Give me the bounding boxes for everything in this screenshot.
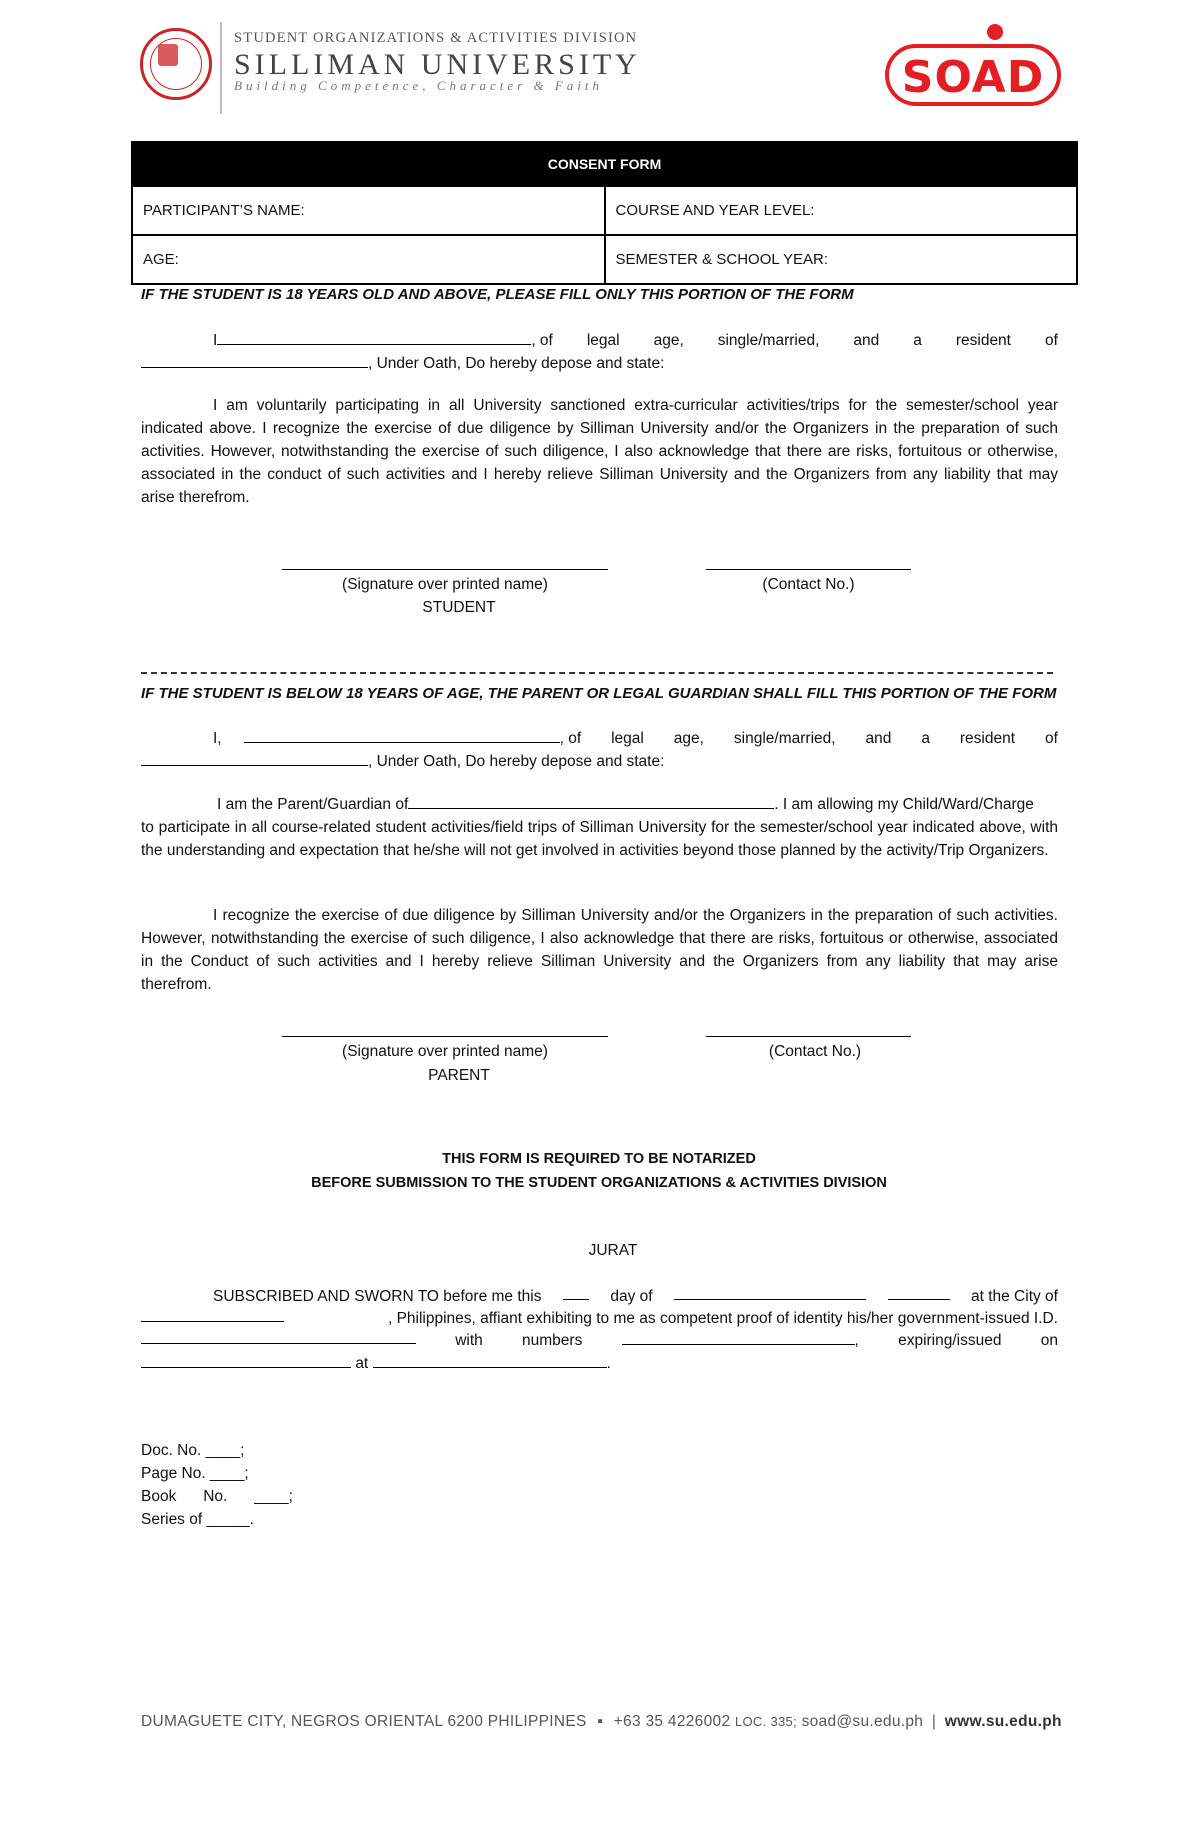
jurat-city-blank[interactable] xyxy=(141,1307,284,1322)
adult-consent-paragraph: I am voluntarily participating in all University sanctioned extra-curricular activities/trips for the semester/school year indicated above. I recognize the exercise of due diligence by Silliman University and/or the Organizers in the preparation of such activities. However, notwithstanding the exercise of such diligence, I also acknowledge that there are risks, fortuitous or otherwise, associated in the conduct of such activities and I hereby relieve Silliman University and the Organizers from any liability that may arise therefrom. xyxy=(141,397,1058,506)
jurat-line-1: SUBSCRIBED AND SWORN TO before me this day of at the City of xyxy=(141,1285,1058,1308)
university-seal-logo xyxy=(140,28,212,100)
info-table xyxy=(131,141,1078,285)
footer-phone: +63 35 4226002 xyxy=(613,1713,731,1730)
footer-address: DUMAGUETE CITY, NEGROS ORIENTAL 6200 PHILIPPINES xyxy=(141,1713,587,1730)
jurat-date-blank[interactable] xyxy=(141,1353,351,1368)
parent-signature-role: PARENT xyxy=(428,1067,490,1084)
participant-name-field[interactable]: PARTICIPANT’S NAME: xyxy=(132,186,605,235)
minor-residence-blank[interactable] xyxy=(141,751,368,766)
adult-contact-label: (Contact No.) xyxy=(762,576,855,593)
minor-name-blank[interactable] xyxy=(244,728,560,743)
parent-signature-label: (Signature over printed name) xyxy=(342,1043,548,1060)
page-footer xyxy=(141,1713,1062,1731)
jurat-line-3: with numbers , expiring/issued on xyxy=(141,1329,1058,1352)
minor-guardian-paragraph: I am the Parent/Guardian of . I am allowing my Child/Ward/Charge to participate in all course-related student activities/field trips of Silliman University for the semester/school year indicated above, with the understanding and expectation that he/she will not get involved in activities beyond those planned by the activity/Trip Organizers. xyxy=(141,793,1058,862)
notary-page-no: Page No. ____; xyxy=(141,1465,249,1482)
adult-contact-line[interactable] xyxy=(706,569,911,570)
parent-signature-line[interactable] xyxy=(282,1036,608,1037)
parent-contact-line[interactable] xyxy=(706,1036,911,1037)
jurat-place-blank[interactable] xyxy=(373,1353,607,1368)
jurat-day-blank[interactable] xyxy=(563,1285,589,1300)
university-tagline: Building Competence, Character & Faith xyxy=(234,78,603,93)
section-divider xyxy=(141,672,1053,674)
soad-logo-text: SOAD xyxy=(901,52,1045,103)
university-name: SILLIMAN UNIVERSITY xyxy=(234,48,641,81)
jurat-year-blank[interactable] xyxy=(888,1285,950,1300)
footer-email[interactable]: soad@su.edu.ph xyxy=(801,1713,924,1730)
minor-oath-line-2: , Under Oath, Do hereby depose and state: xyxy=(141,750,664,773)
notarize-notice-line-1: THIS FORM IS REQUIRED TO BE NOTARIZED xyxy=(442,1151,756,1167)
semester-field[interactable]: SEMESTER & SCHOOL YEAR: xyxy=(605,235,1078,284)
parent-contact-label: (Contact No.) xyxy=(768,1043,862,1060)
adult-signature-label: (Signature over printed name) xyxy=(342,576,548,593)
age-field[interactable]: AGE: xyxy=(132,235,605,284)
notarize-notice-line-2: BEFORE SUBMISSION TO THE STUDENT ORGANIZATIONS & ACTIVITIES DIVISION xyxy=(311,1175,887,1191)
header-divider xyxy=(220,22,222,114)
minor-section-heading: IF THE STUDENT IS BELOW 18 YEARS OF AGE, THE PARENT OR LEGAL GUARDIAN SHALL FILL THIS PORTION OF THE FORM xyxy=(141,685,1057,702)
footer-website[interactable]: www.su.edu.ph xyxy=(944,1713,1062,1730)
footer-bullet: ▪ xyxy=(597,1713,604,1730)
jurat-line-2: , Philippines, affiant exhibiting to me as competent proof of identity his/her government-issued I.D. xyxy=(141,1307,1058,1330)
course-year-field[interactable]: COURSE AND YEAR LEVEL: xyxy=(605,186,1078,235)
adult-signature-role: STUDENT xyxy=(422,599,496,616)
jurat-title: JURAT xyxy=(588,1242,638,1259)
adult-section-heading: IF THE STUDENT IS 18 YEARS OLD AND ABOVE, PLEASE FILL ONLY THIS PORTION OF THE FORM xyxy=(141,286,854,303)
minor-diligence-paragraph: I recognize the exercise of due diligence by Silliman University and/or the Organizers in the preparation of such activities. However, notwithstanding the exercise of such diligence, I also acknowledge that there are risks, fortuitous or otherwise, associated in the Conduct of such activities and I hereby relieve Silliman University and the Organizers from any liability that may arise therefrom. xyxy=(141,907,1058,993)
division-name: STUDENT ORGANIZATIONS & ACTIVITIES DIVISION xyxy=(234,30,638,46)
minor-oath-line-1: I, , of legal age, single/married, and a resident of xyxy=(141,727,1058,750)
adult-i-word: I , of xyxy=(213,332,553,349)
adult-oath-line-2: , Under Oath, Do hereby depose and state: xyxy=(141,352,664,375)
notary-series: Series of _____. xyxy=(141,1511,254,1528)
jurat-id-number-blank[interactable] xyxy=(622,1330,855,1345)
adult-residence-blank[interactable] xyxy=(141,353,368,368)
footer-separator: | xyxy=(931,1713,937,1730)
jurat-line-4: at . xyxy=(141,1352,611,1375)
adult-signature-line[interactable] xyxy=(282,569,608,570)
adult-name-blank[interactable] xyxy=(217,330,531,345)
minor-i-word: I, , of xyxy=(213,730,582,747)
notary-doc-no: Doc. No. ____; xyxy=(141,1442,245,1459)
notary-book-no: Book No. ____; xyxy=(141,1488,293,1505)
minor-guardian-paragraph-rest: to participate in all course-related student activities/field trips of Silliman University for the semester/school year indicated above, with the understanding and expectation that he/she will not get involved in activities beyond those planned by the activity/Trip Organizers. xyxy=(141,819,1058,859)
form-title: CONSENT FORM xyxy=(132,142,1077,186)
footer-loc: LOC. 335; xyxy=(734,1714,797,1729)
child-name-blank[interactable] xyxy=(408,794,774,809)
jurat-id-blank[interactable] xyxy=(141,1329,416,1344)
soad-logo xyxy=(883,20,1063,110)
seal-emblem xyxy=(158,44,178,66)
adult-oath-line-1: I , of legal age, single/married, and a resident of xyxy=(141,329,1058,352)
jurat-month-blank[interactable] xyxy=(674,1285,866,1300)
